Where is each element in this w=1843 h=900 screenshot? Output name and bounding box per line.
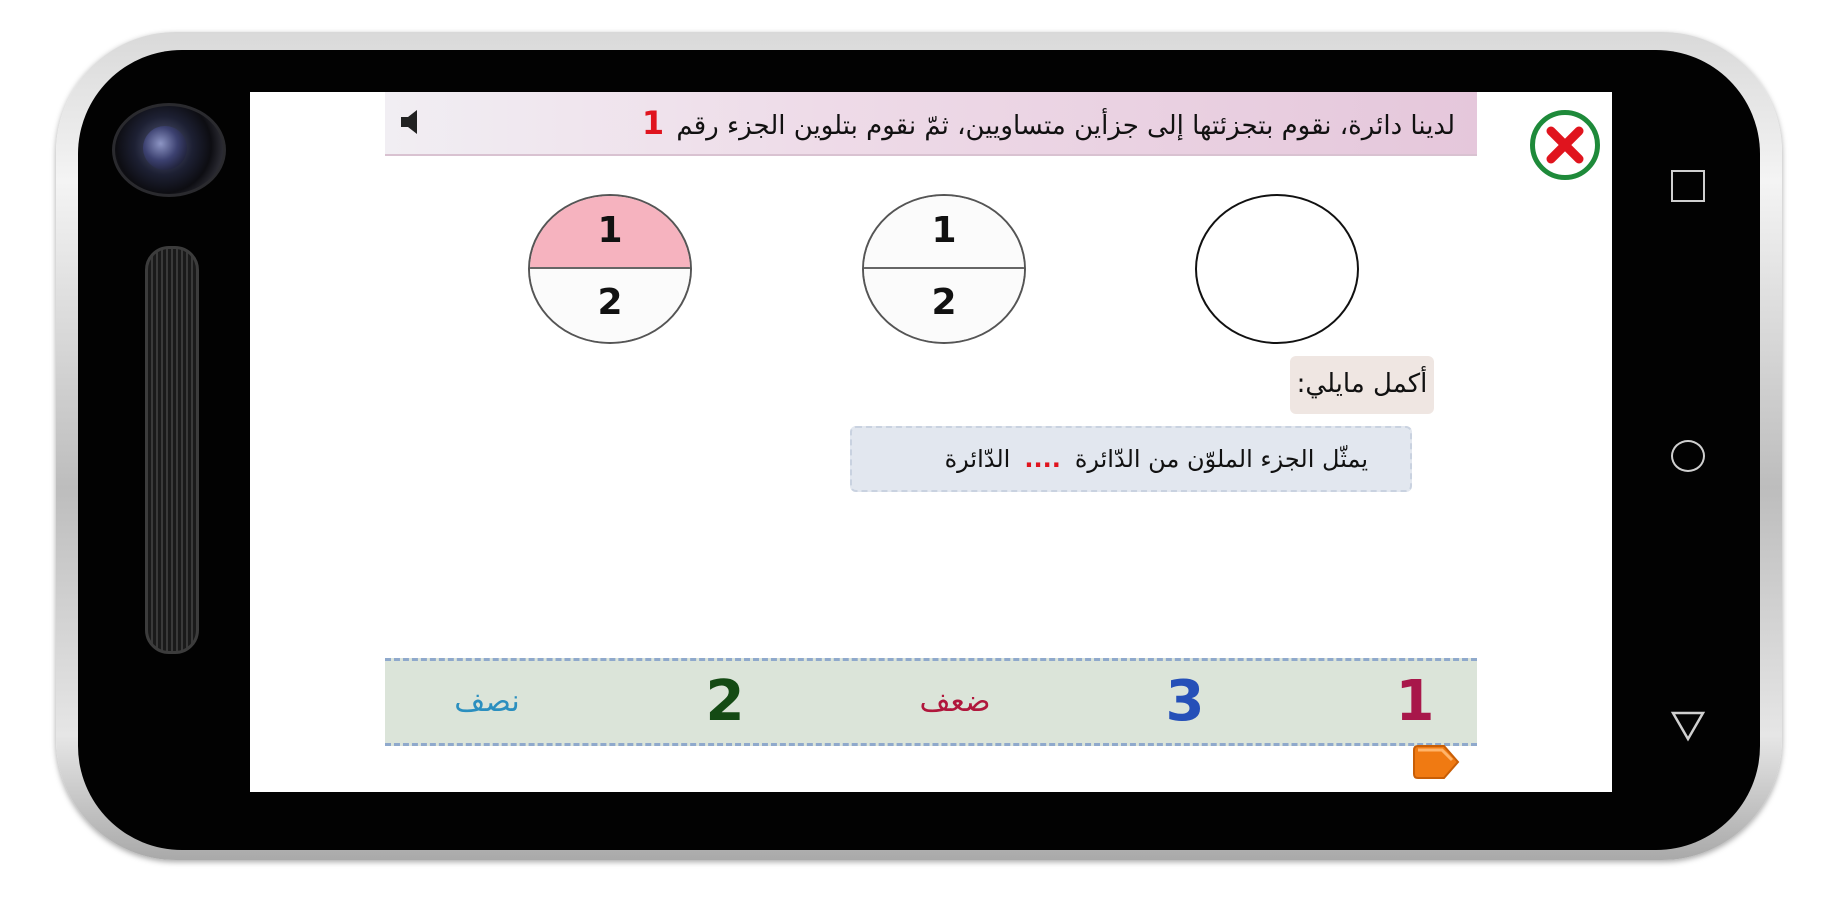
circle-part-number: 2 [597, 282, 623, 323]
circle-part-number: 1 [931, 210, 957, 251]
earpiece-speaker [145, 246, 199, 654]
circle-half-colored [528, 194, 692, 344]
statement-blank[interactable]: .... [1024, 445, 1061, 473]
speaker-icon[interactable] [399, 108, 425, 136]
circle-part-number: 2 [931, 282, 957, 323]
circle-whole [1195, 194, 1359, 344]
instruction-text [505, 100, 1455, 146]
close-icon [1540, 120, 1590, 170]
instruction-sentence: لدينا دائرة، نقوم بتجزئتها إلى جزأين متساويين، ثمّ نقوم بتلوين الجزء رقم [676, 111, 1455, 141]
answer-options-strip [385, 658, 1477, 746]
answer-option-double[interactable]: ضعف [919, 684, 991, 719]
camera-icon [112, 103, 226, 197]
app-screen [250, 92, 1612, 792]
answer-option-two[interactable]: 2 [705, 669, 745, 734]
nav-recents-icon[interactable] [1668, 170, 1708, 210]
close-button[interactable] [1530, 110, 1600, 180]
next-arrow-icon[interactable] [1410, 742, 1462, 782]
instruction-bar [385, 92, 1477, 156]
answer-option-three[interactable]: 3 [1165, 669, 1205, 734]
nav-home-icon[interactable] [1668, 440, 1708, 480]
circle-divided [862, 194, 1026, 344]
answer-option-half[interactable]: نصف [454, 684, 520, 719]
statement-box [850, 426, 1412, 492]
nav-back-icon[interactable] [1668, 705, 1708, 745]
statement-after: الدّائرة [944, 445, 1011, 473]
circle-part-number: 1 [597, 210, 623, 251]
answer-option-one[interactable]: 1 [1395, 669, 1435, 734]
statement-before: يمثّل الجزء الملوّن من الدّائرة [1074, 445, 1368, 473]
instruction-number: 1 [641, 104, 665, 142]
complete-label: أكمل مايلي: [1290, 356, 1434, 414]
